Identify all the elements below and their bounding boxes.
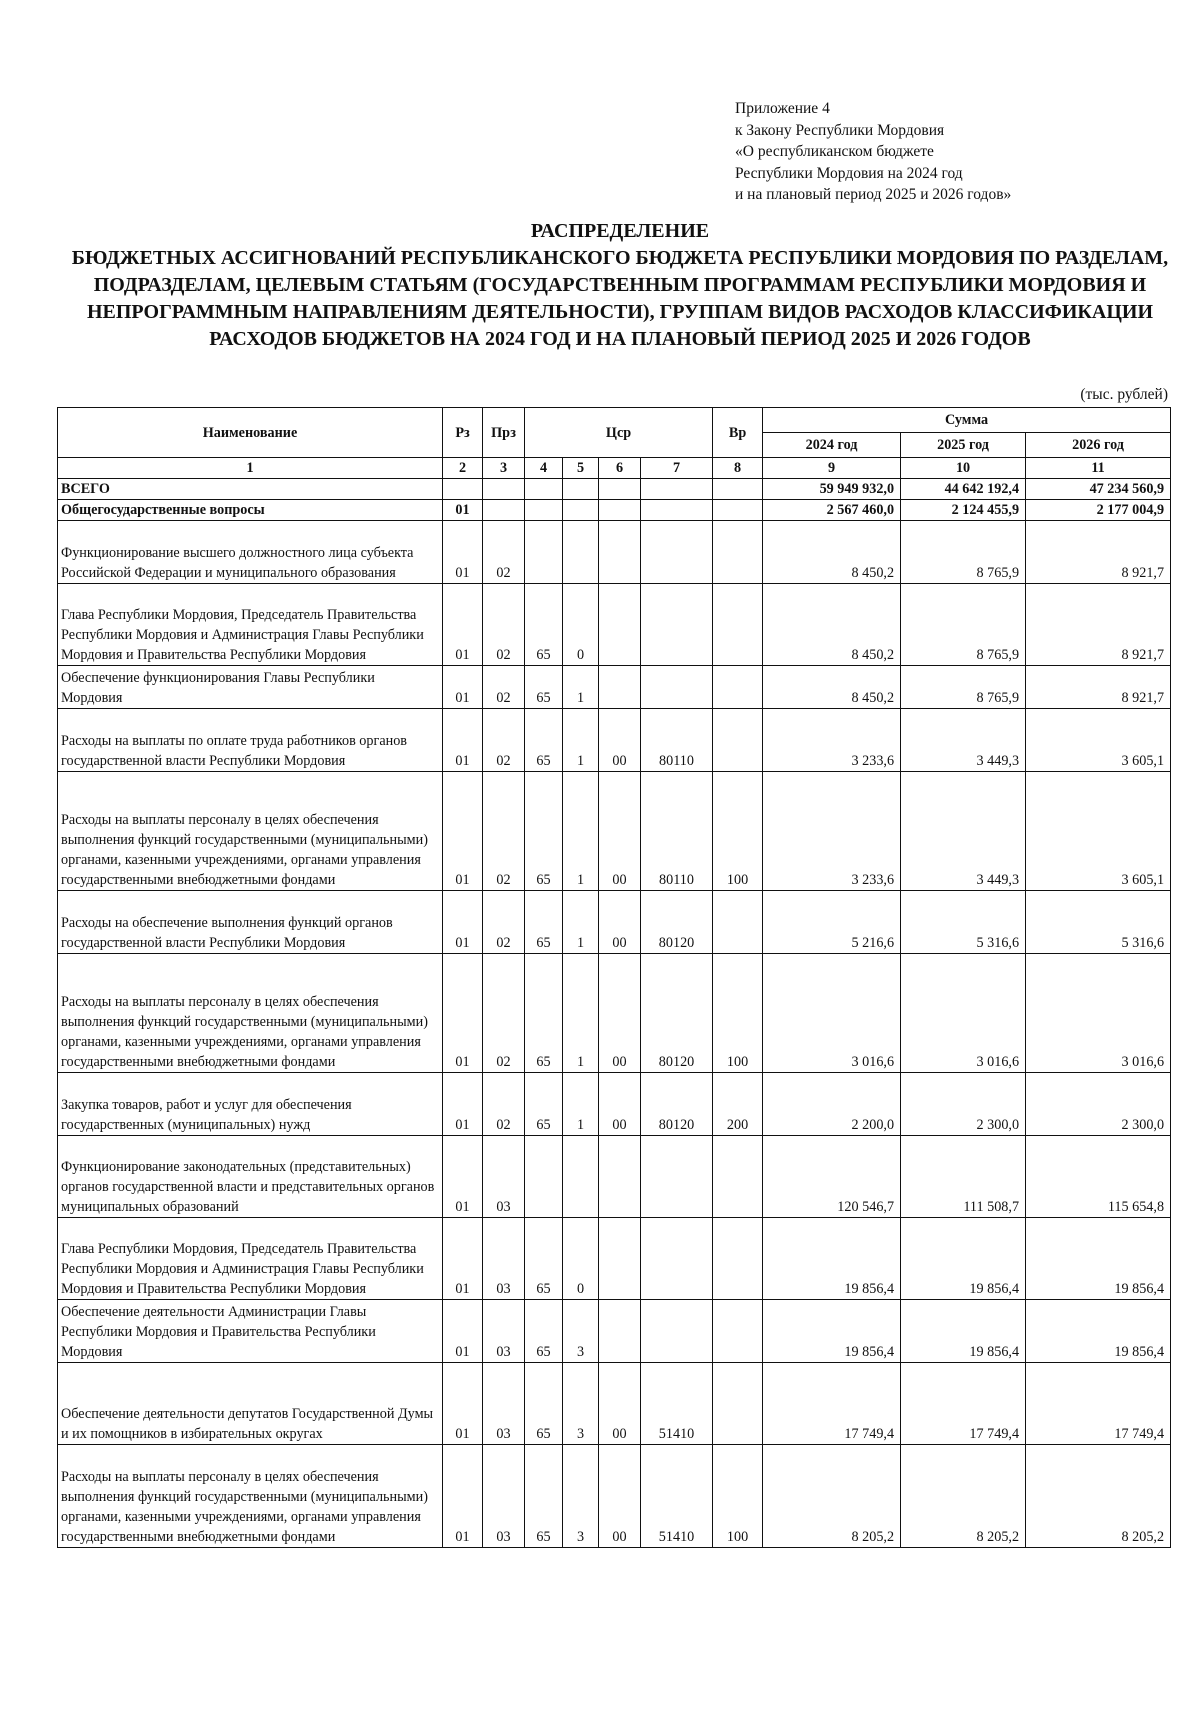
- code-cell: [713, 891, 763, 954]
- code-cell: [599, 1136, 641, 1218]
- table-row: [58, 1073, 1171, 1136]
- appendix-line: к Закону Республики Мордовия: [735, 121, 945, 139]
- code-cell: [599, 584, 641, 666]
- code-cell: 03: [483, 1300, 525, 1363]
- code-cell: [563, 1136, 599, 1218]
- code-cell: 80110: [641, 709, 713, 772]
- row-name-cell: Общегосударственные вопросы: [58, 500, 443, 521]
- code-cell: [641, 479, 713, 500]
- row-name-cell: Обеспечение деятельности Администрации Главы Республики Мордовия и Правительства Республики Мордовия: [58, 1300, 443, 1363]
- code-cell: 80120: [641, 1073, 713, 1136]
- table-row: [58, 891, 1171, 954]
- title-subheading: БЮДЖЕТНЫХ АССИГНОВАНИЙ РЕСПУБЛИКАНСКОГО БЮДЖЕТА РЕСПУБЛИКИ МОРДОВИЯ ПО РАЗДЕЛАМ, ПОДРАЗДЕЛАМ, ЦЕЛЕВЫМ СТАТЬЯМ (ГОСУДАРСТВЕННЫМ ПРОГРАММАМ РЕСПУБЛИКИ МОРДОВИЯ И НЕПРОГРАММНЫМ НАПРАВЛЕНИЯМ ДЕЯТЕЛЬНОСТИ), ГРУППАМ ВИДОВ РАСХОДОВ КЛАССИФИКАЦИИ РАСХОДОВ БЮДЖЕТОВ НА 2024 ГОД И НА ПЛАНОВЫЙ ПЕРИОД 2025 И 2026 ГОДОВ: [71, 247, 1169, 350]
- amount-cell: 120 546,7: [763, 1136, 901, 1218]
- code-cell: 01: [443, 1218, 483, 1300]
- row-name-cell: Расходы на выплаты персоналу в целях обеспечения выполнения функций государственными (муниципальными) органами, казенными учреждениями, органами управления государственными внебюджетными фондами: [58, 1445, 443, 1548]
- code-cell: [641, 1136, 713, 1218]
- code-cell: [641, 521, 713, 584]
- row-name-cell: Расходы на выплаты персоналу в целях обеспечения выполнения функций государственными (муниципальными) органами, казенными учреждениями, органами управления государственными внебюджетными фондами: [58, 772, 443, 891]
- amount-cell: 2 567 460,0: [763, 500, 901, 521]
- column-number: 3: [483, 458, 525, 479]
- code-cell: [713, 1136, 763, 1218]
- code-cell: [713, 500, 763, 521]
- header-2026: 2026 год: [1026, 433, 1171, 458]
- appendix-line: и на плановый период 2025 и 2026 годов»: [735, 186, 1012, 203]
- code-cell: 65: [525, 709, 563, 772]
- table-row: [58, 1218, 1171, 1300]
- amount-cell: 19 856,4: [763, 1218, 901, 1300]
- amount-cell: 3 233,6: [763, 709, 901, 772]
- code-cell: [599, 500, 641, 521]
- amount-cell: 3 016,6: [901, 954, 1026, 1073]
- code-cell: 01: [443, 1073, 483, 1136]
- amount-cell: 8 921,7: [1026, 521, 1171, 584]
- amount-cell: 3 016,6: [763, 954, 901, 1073]
- code-cell: 200: [713, 1073, 763, 1136]
- table-row: [58, 521, 1171, 584]
- code-cell: [525, 479, 563, 500]
- header-row: [58, 408, 1171, 433]
- code-cell: 01: [443, 521, 483, 584]
- row-name-cell: Расходы на выплаты по оплате труда работников органов государственной власти Республики Мордовия: [58, 709, 443, 772]
- code-cell: [641, 500, 713, 521]
- code-cell: [713, 709, 763, 772]
- code-cell: 65: [525, 1445, 563, 1548]
- amount-cell: 19 856,4: [763, 1300, 901, 1363]
- code-cell: [713, 584, 763, 666]
- amount-cell: 8 205,2: [1026, 1445, 1171, 1548]
- code-cell: [641, 666, 713, 709]
- header-vr: Вр: [713, 408, 763, 458]
- code-cell: 03: [483, 1363, 525, 1445]
- code-cell: 1: [563, 891, 599, 954]
- column-number: 2: [443, 458, 483, 479]
- code-cell: [641, 1300, 713, 1363]
- table-row: [58, 772, 1171, 891]
- code-cell: 80110: [641, 772, 713, 891]
- header-2025: 2025 год: [901, 433, 1026, 458]
- code-cell: [483, 500, 525, 521]
- code-cell: 00: [599, 1363, 641, 1445]
- amount-cell: 8 921,7: [1026, 666, 1171, 709]
- amount-cell: 19 856,4: [1026, 1218, 1171, 1300]
- code-cell: [525, 521, 563, 584]
- header-sum: Сумма: [763, 408, 1171, 433]
- code-cell: [599, 666, 641, 709]
- code-cell: 80120: [641, 891, 713, 954]
- row-name-cell: Расходы на обеспечение выполнения функций органов государственной власти Республики Мордовия: [58, 891, 443, 954]
- column-number: 11: [1026, 458, 1171, 479]
- code-cell: 3: [563, 1300, 599, 1363]
- header-csr: Цср: [525, 408, 713, 458]
- amount-cell: 17 749,4: [1026, 1363, 1171, 1445]
- table-row: [58, 479, 1171, 500]
- code-cell: 03: [483, 1445, 525, 1548]
- code-cell: [525, 1136, 563, 1218]
- row-name-cell: Расходы на выплаты персоналу в целях обеспечения выполнения функций государственными (муниципальными) органами, казенными учреждениями, органами управления государственными внебюджетными фондами: [58, 954, 443, 1073]
- amount-cell: 44 642 192,4: [901, 479, 1026, 500]
- code-cell: 00: [599, 891, 641, 954]
- amount-cell: 8 765,9: [901, 521, 1026, 584]
- amount-cell: 47 234 560,9: [1026, 479, 1171, 500]
- title-heading: РАСПРЕДЕЛЕНИЕ: [530, 220, 710, 242]
- header-2024: 2024 год: [763, 433, 901, 458]
- amount-cell: 5 316,6: [901, 891, 1026, 954]
- code-cell: 02: [483, 521, 525, 584]
- code-cell: 01: [443, 772, 483, 891]
- code-cell: 01: [443, 1363, 483, 1445]
- code-cell: 00: [599, 1445, 641, 1548]
- code-cell: [599, 479, 641, 500]
- amount-cell: 111 508,7: [901, 1136, 1026, 1218]
- row-name-cell: Функционирование высшего должностного лица субъекта Российской Федерации и муниципального образования: [58, 521, 443, 584]
- code-cell: 02: [483, 666, 525, 709]
- code-cell: 01: [443, 666, 483, 709]
- table-row: [58, 709, 1171, 772]
- amount-cell: 8 765,9: [901, 584, 1026, 666]
- column-number: 6: [599, 458, 641, 479]
- code-cell: 00: [599, 1073, 641, 1136]
- code-cell: 100: [713, 1445, 763, 1548]
- units-label: (тыс. рублей): [1080, 386, 1168, 403]
- appendix-line: Приложение 4: [735, 100, 830, 117]
- code-cell: [713, 479, 763, 500]
- code-cell: 00: [599, 709, 641, 772]
- code-cell: 65: [525, 1218, 563, 1300]
- code-cell: 65: [525, 666, 563, 709]
- code-cell: 65: [525, 954, 563, 1073]
- row-name-cell: Функционирование законодательных (представительных) органов государственной власти и представительных органов муниципальных образований: [58, 1136, 443, 1218]
- code-cell: 1: [563, 954, 599, 1073]
- amount-cell: 17 749,4: [901, 1363, 1026, 1445]
- code-cell: 01: [443, 500, 483, 521]
- column-number: 8: [713, 458, 763, 479]
- code-cell: 01: [443, 954, 483, 1073]
- amount-cell: 115 654,8: [1026, 1136, 1171, 1218]
- table-row: [58, 1300, 1171, 1363]
- column-number: 5: [563, 458, 599, 479]
- code-cell: 02: [483, 584, 525, 666]
- row-name-cell: Глава Республики Мордовия, Председатель Правительства Республики Мордовия и Администрация Главы Республики Мордовия и Правительства Республики Мордовия: [58, 1218, 443, 1300]
- column-number: 10: [901, 458, 1026, 479]
- code-cell: 1: [563, 666, 599, 709]
- code-cell: [483, 479, 525, 500]
- code-cell: 80120: [641, 954, 713, 1073]
- table-row: [58, 1445, 1171, 1548]
- code-cell: 3: [563, 1363, 599, 1445]
- code-cell: [713, 666, 763, 709]
- amount-cell: 3 016,6: [1026, 954, 1171, 1073]
- appendix-line: Республики Мордовия на 2024 год: [735, 164, 963, 182]
- code-cell: [563, 521, 599, 584]
- amount-cell: 59 949 932,0: [763, 479, 901, 500]
- amount-cell: 5 216,6: [763, 891, 901, 954]
- amount-cell: 8 450,2: [763, 666, 901, 709]
- row-name-cell: Глава Республики Мордовия, Председатель Правительства Республики Мордовия и Администрация Главы Республики Мордовия и Правительства Республики Мордовия: [58, 584, 443, 666]
- code-cell: [525, 500, 563, 521]
- amount-cell: 5 316,6: [1026, 891, 1171, 954]
- code-cell: [641, 584, 713, 666]
- code-cell: [599, 1300, 641, 1363]
- row-name-cell: Обеспечение функционирования Главы Республики Мордовия: [58, 666, 443, 709]
- code-cell: 01: [443, 584, 483, 666]
- code-cell: [713, 1218, 763, 1300]
- table-row: [58, 954, 1171, 1073]
- row-name-cell: Обеспечение деятельности депутатов Государственной Думы и их помощников в избирательных округах: [58, 1363, 443, 1445]
- table-row: [58, 666, 1171, 709]
- code-cell: [641, 1218, 713, 1300]
- amount-cell: 2 124 455,9: [901, 500, 1026, 521]
- amount-cell: 3 605,1: [1026, 709, 1171, 772]
- code-cell: [563, 479, 599, 500]
- code-cell: [563, 500, 599, 521]
- code-cell: 01: [443, 1136, 483, 1218]
- amount-cell: 8 765,9: [901, 666, 1026, 709]
- amount-cell: 19 856,4: [1026, 1300, 1171, 1363]
- code-cell: 02: [483, 709, 525, 772]
- code-cell: 65: [525, 1363, 563, 1445]
- column-number-row: [58, 458, 1171, 479]
- code-cell: 51410: [641, 1363, 713, 1445]
- amount-cell: 3 449,3: [901, 772, 1026, 891]
- code-cell: [713, 1363, 763, 1445]
- code-cell: 02: [483, 954, 525, 1073]
- column-number: 1: [58, 458, 443, 479]
- code-cell: 65: [525, 584, 563, 666]
- column-number: 7: [641, 458, 713, 479]
- code-cell: 100: [713, 772, 763, 891]
- amount-cell: 19 856,4: [901, 1300, 1026, 1363]
- code-cell: 02: [483, 1073, 525, 1136]
- code-cell: [599, 1218, 641, 1300]
- code-cell: 02: [483, 891, 525, 954]
- amount-cell: 8 921,7: [1026, 584, 1171, 666]
- table-row: [58, 500, 1171, 521]
- column-number: 4: [525, 458, 563, 479]
- code-cell: 0: [563, 584, 599, 666]
- table-row: [58, 1136, 1171, 1218]
- code-cell: 51410: [641, 1445, 713, 1548]
- code-cell: 65: [525, 1073, 563, 1136]
- code-cell: 100: [713, 954, 763, 1073]
- amount-cell: 2 300,0: [901, 1073, 1026, 1136]
- appendix-note: [735, 98, 1011, 206]
- amount-cell: 19 856,4: [901, 1218, 1026, 1300]
- row-name-cell: ВСЕГО: [58, 479, 443, 500]
- amount-cell: 8 450,2: [763, 521, 901, 584]
- amount-cell: 3 233,6: [763, 772, 901, 891]
- row-name-cell: Закупка товаров, работ и услуг для обеспечения государственных (муниципальных) нужд: [58, 1073, 443, 1136]
- document-title: [70, 218, 1170, 353]
- appendix-line: «О республиканском бюджете: [735, 143, 934, 160]
- code-cell: 65: [525, 891, 563, 954]
- table-row: [58, 1363, 1171, 1445]
- code-cell: 0: [563, 1218, 599, 1300]
- header-rz: Рз: [443, 408, 483, 458]
- table-row: [58, 584, 1171, 666]
- amount-cell: 8 205,2: [763, 1445, 901, 1548]
- budget-table: [57, 407, 1171, 1548]
- code-cell: [713, 521, 763, 584]
- amount-cell: 3 605,1: [1026, 772, 1171, 891]
- amount-cell: 17 749,4: [763, 1363, 901, 1445]
- code-cell: 65: [525, 772, 563, 891]
- code-cell: 3: [563, 1445, 599, 1548]
- amount-cell: 3 449,3: [901, 709, 1026, 772]
- code-cell: 01: [443, 709, 483, 772]
- code-cell: 65: [525, 1300, 563, 1363]
- amount-cell: 2 200,0: [763, 1073, 901, 1136]
- amount-cell: 2 300,0: [1026, 1073, 1171, 1136]
- code-cell: 01: [443, 891, 483, 954]
- code-cell: 01: [443, 1300, 483, 1363]
- code-cell: 02: [483, 772, 525, 891]
- amount-cell: 8 205,2: [901, 1445, 1026, 1548]
- code-cell: [713, 1300, 763, 1363]
- code-cell: [443, 479, 483, 500]
- code-cell: 1: [563, 709, 599, 772]
- code-cell: 03: [483, 1218, 525, 1300]
- code-cell: 00: [599, 772, 641, 891]
- column-number: 9: [763, 458, 901, 479]
- code-cell: [599, 521, 641, 584]
- code-cell: 01: [443, 1445, 483, 1548]
- code-cell: 03: [483, 1136, 525, 1218]
- code-cell: 1: [563, 772, 599, 891]
- code-cell: 1: [563, 1073, 599, 1136]
- code-cell: 00: [599, 954, 641, 1073]
- header-name: Наименование: [58, 408, 443, 458]
- amount-cell: 8 450,2: [763, 584, 901, 666]
- amount-cell: 2 177 004,9: [1026, 500, 1171, 521]
- header-prz: Прз: [483, 408, 525, 458]
